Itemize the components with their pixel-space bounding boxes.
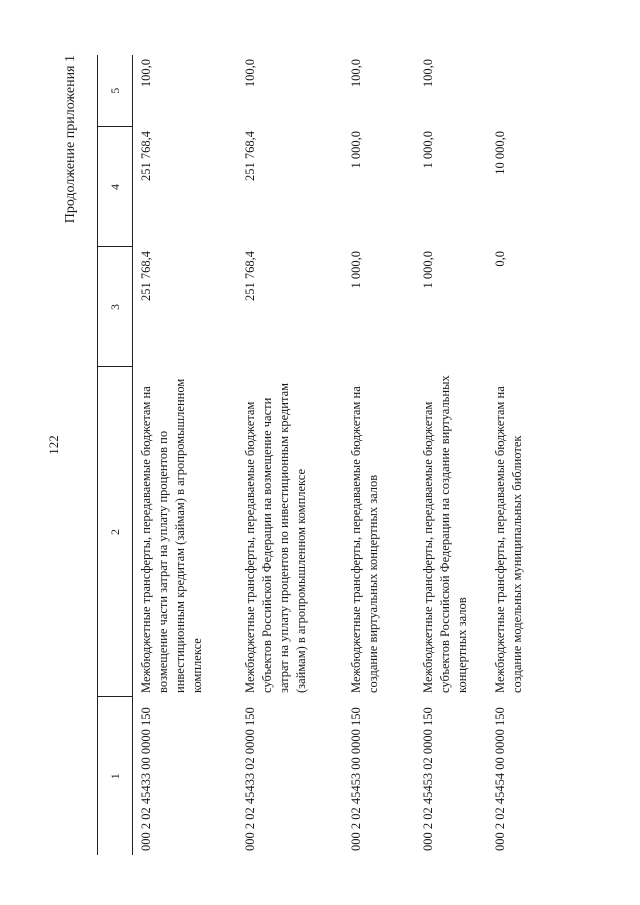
table-header-row <box>98 55 133 855</box>
continuation-label: Продолжение приложения 1 <box>63 55 78 224</box>
column-header: 2 <box>98 367 133 697</box>
row-col3-value: 1 000,0 <box>348 251 363 289</box>
column-header: 5 <box>98 55 133 127</box>
row-col5-value: 100,0 <box>139 59 153 88</box>
row-col5-value: 100,0 <box>420 59 435 88</box>
row-col3-value: 1 000,0 <box>420 251 435 289</box>
row-code: 000 2 02 45433 02 0000 150 <box>242 707 257 851</box>
table-row <box>237 55 343 855</box>
row-col3-value: 251 768,4 <box>242 251 257 301</box>
row-col5-value <box>487 55 559 127</box>
row-col4-value: 251 768,4 <box>139 131 153 181</box>
column-header: 3 <box>98 247 133 367</box>
row-col5-value: 100,0 <box>242 59 257 88</box>
column-header: 1 <box>98 697 133 855</box>
row-code: 000 2 02 45433 00 0000 150 <box>139 707 153 851</box>
table-row <box>343 55 415 855</box>
row-col4-value: 10 000,0 <box>492 131 507 175</box>
budget-table <box>97 55 559 855</box>
row-description: Межбюджетные трансферты, передаваемые бюджетам на создание виртуальных концертных залов <box>348 386 380 693</box>
row-description: Межбюджетные трансферты, передаваемые бюджетам субъектов Российской Федерации на возмещение части затрат на уплату процентов по инвестиционным кредитам (займам) в агропромышленном комплексе <box>242 382 308 693</box>
row-col4-value: 1 000,0 <box>348 131 363 169</box>
row-col3-value: 251 768,4 <box>139 251 153 301</box>
row-description: Межбюджетные трансферты, передаваемые бюджетам субъектов Российской Федерации на создание виртуальных концертных залов <box>420 375 469 693</box>
page-number: 122 <box>46 435 61 455</box>
row-col4-value: 1 000,0 <box>420 131 435 169</box>
column-header: 4 <box>98 127 133 247</box>
row-code: 000 2 02 45453 02 0000 150 <box>420 707 435 851</box>
row-description: Межбюджетные трансферты, передаваемые бюджетам на создание модельных муниципальных библиотек <box>492 386 524 693</box>
row-code: 000 2 02 45454 00 0000 150 <box>492 707 507 851</box>
table-row <box>487 55 559 855</box>
table-row <box>133 55 237 855</box>
row-col5-value: 100,0 <box>348 59 363 88</box>
table-row <box>415 55 487 855</box>
row-description: Межбюджетные трансферты, передаваемые бюджетам на возмещение части затрат на уплату процентов по инвестиционным кредитам (займам) в агропромышленном комплексе <box>139 378 204 693</box>
row-col3-value: 0,0 <box>492 251 507 267</box>
row-code: 000 2 02 45453 00 0000 150 <box>348 707 363 851</box>
row-col4-value: 251 768,4 <box>242 131 257 181</box>
